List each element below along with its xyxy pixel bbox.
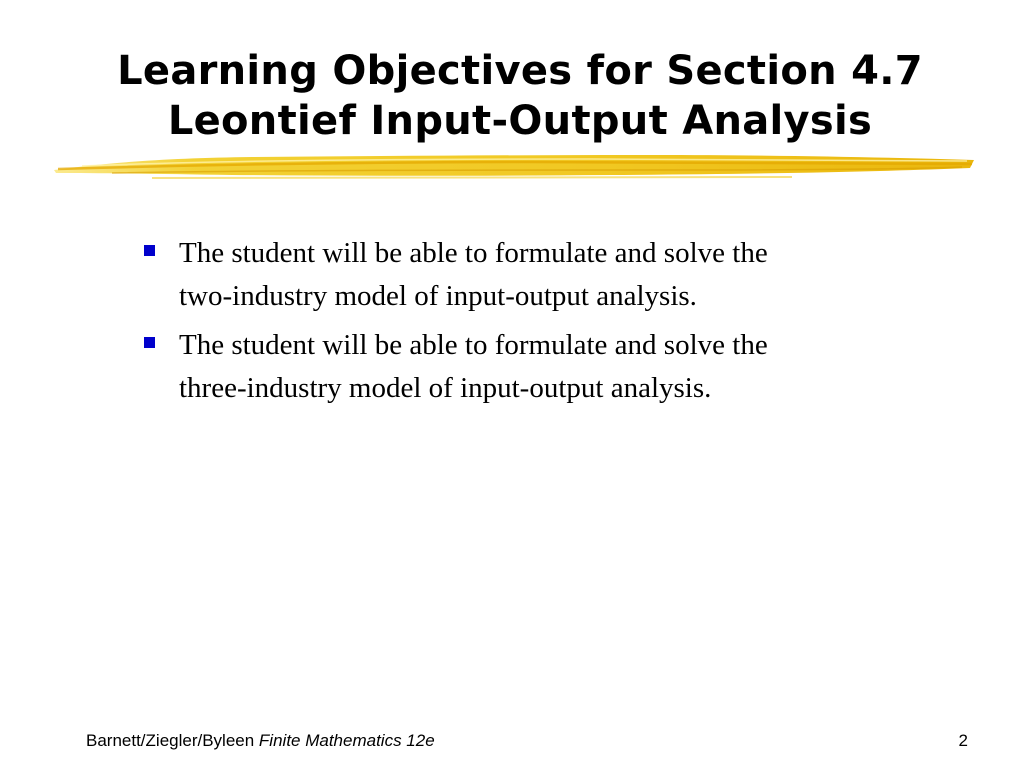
bullet-text (179, 324, 902, 410)
bullet-line: The student will be able to formulate and solve the (179, 329, 768, 361)
title-line-1: Learning Objectives for Section 4.7 (117, 48, 923, 94)
square-bullet-icon (144, 245, 155, 256)
list-item (142, 232, 902, 318)
bullet-line: two-industry model of input-output analysis. (179, 280, 697, 312)
slide-title (40, 46, 1000, 146)
footer-book-title: Finite Mathematics 12e (258, 731, 435, 750)
footer-citation (86, 731, 435, 751)
bullet-line: three-industry model of input-output analysis. (179, 372, 712, 404)
title-brush-underline (52, 148, 976, 188)
square-bullet-icon (144, 337, 155, 348)
bullet-line: The student will be able to formulate and solve the (179, 237, 768, 269)
objectives-list (142, 232, 902, 416)
bullet-text (179, 232, 902, 318)
list-item (142, 324, 902, 410)
footer-authors: Barnett/Ziegler/Byleen (86, 731, 259, 750)
page-number: 2 (958, 731, 968, 750)
title-line-2: Leontief Input-Output Analysis (167, 98, 873, 144)
